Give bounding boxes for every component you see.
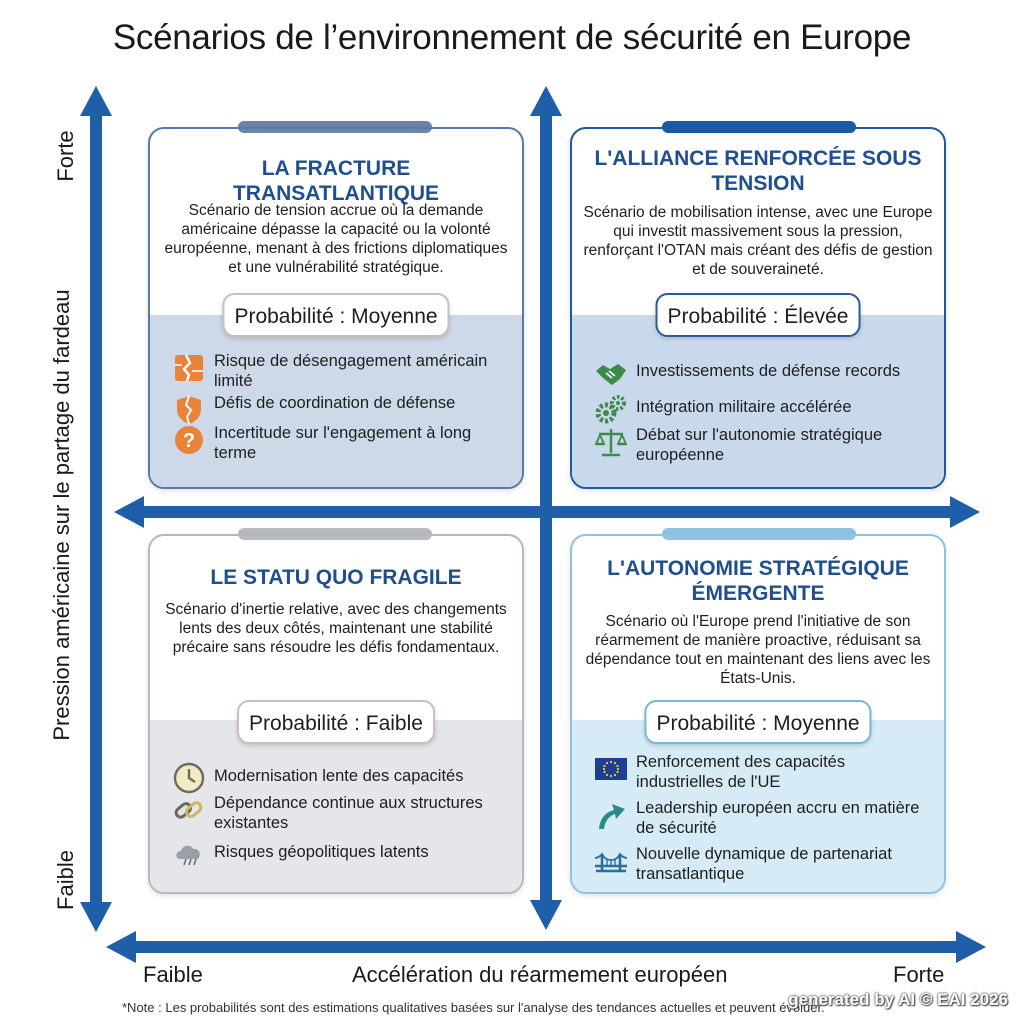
handshake-icon: [594, 357, 628, 391]
footnote: *Note : Les probabilités sont des estimations qualitatives basées sur l'analyse des tendances actuelles et peuvent évoluer.: [122, 1000, 825, 1015]
x-axis-line: [128, 941, 960, 953]
tl-item-1-text: Risque de désengagement américain limité: [214, 352, 488, 390]
tr-card-description: Scénario de mobilisation intense, avec une Europe qui investit massivement sous la pression, renforçant l'OTAN mais créant des défis de gestion et de souveraineté.: [583, 204, 933, 278]
br-card-title: L'AUTONOMIE STRATÉGIQUE ÉMERGENTE: [607, 557, 909, 605]
broken-wall-icon: [172, 351, 206, 385]
x-axis-label: Accélération du réarmement européen: [352, 962, 728, 987]
eu-flag-icon: [594, 752, 628, 786]
br-item-1-text: Renforcement des capacités industrielles de l'UE: [636, 753, 846, 791]
y-axis-arrow-bottom: [80, 902, 112, 932]
y-axis-label: Pression américaine sur le partage du fardeau: [49, 289, 74, 741]
br-item-3-text: Nouvelle dynamique de partenariat transatlantique: [636, 845, 892, 883]
upward-arrow-icon: [594, 798, 628, 832]
bridge-icon: [594, 844, 628, 878]
svg-text:?: ?: [182, 430, 196, 452]
center-arrow-top: [530, 86, 562, 116]
br-probability-badge: Probabilité : Moyenne: [644, 700, 871, 744]
gears-icon: [594, 393, 628, 427]
center-horizontal-divider: [140, 506, 952, 518]
bl-probability-badge: Probabilité : Faible: [237, 700, 435, 744]
list-item: [594, 752, 930, 798]
tr-item-3-text: Débat sur l'autonomie stratégique européenne: [636, 426, 883, 464]
tr-item-1-text: Investissements de défense records: [636, 362, 901, 380]
y-axis-high-label: Forte: [53, 130, 78, 182]
list-item: [172, 837, 508, 871]
y-axis-arrow-top: [80, 86, 112, 116]
tl-item-2-text: Défis de coordination de défense: [214, 394, 456, 412]
clock-icon: [172, 761, 206, 795]
tl-item-3-text: Incertitude sur l'engagement à long terme: [214, 424, 472, 462]
card-autonomie-strategique: [570, 534, 946, 894]
card-fracture-transatlantique: [148, 127, 524, 489]
list-item: [594, 357, 930, 393]
center-arrow-bottom: [530, 900, 562, 930]
list-item: [594, 844, 930, 888]
bl-item-1-text: Modernisation lente des capacités: [214, 767, 464, 785]
tl-card-description: Scénario de tension accrue où la demande américaine dépasse la capacité ou la volonté européenne, menant à des frictions diplomatiques et une vulnérabilité stratégique.: [164, 202, 508, 276]
tr-item-list: [594, 357, 930, 467]
tr-card-title: L'ALLIANCE RENFORCÉE SOUS TENSION: [594, 147, 922, 195]
scales-icon: [594, 425, 628, 459]
list-item: [172, 761, 508, 793]
bl-item-3-text: Risques géopolitiques latents: [214, 843, 429, 861]
bl-card-description: Scénario d'inertie relative, avec des changements lents des deux côtés, maintenant une stabilité précaire sans résoudre les défis fondamentaux.: [165, 601, 507, 656]
bl-item-2-text: Dépendance continue aux structures existantes: [214, 794, 483, 832]
list-item: [172, 423, 508, 465]
storm-cloud-icon: [172, 837, 206, 871]
tl-probability-badge: Probabilité : Moyenne: [222, 293, 449, 337]
br-item-list: [594, 752, 930, 888]
tl-item-list: [172, 351, 508, 465]
question-icon: [172, 423, 206, 457]
list-item: [594, 393, 930, 425]
center-arrow-right: [950, 496, 980, 528]
list-item: [594, 425, 930, 467]
x-axis-arrow-right: [956, 931, 986, 963]
list-item: [594, 798, 930, 844]
list-item: [172, 351, 508, 393]
br-card-description: Scénario où l'Europe prend l'initiative de son réarmement de manière proactive, réduisant sa dépendance tout en maintenant des liens avec les États-Unis.: [585, 613, 931, 687]
tr-item-2-text: Intégration militaire accélérée: [636, 398, 852, 416]
bl-item-list: [172, 761, 508, 871]
y-axis-line: [90, 112, 102, 920]
bl-card-title: LE STATU QUO FRAGILE: [210, 566, 462, 589]
list-item: [172, 793, 508, 837]
list-item: [172, 393, 508, 423]
center-arrow-left: [114, 496, 144, 528]
br-item-2-text: Leadership européen accru en matière de sécurité: [636, 799, 920, 837]
tl-card-title: LA FRACTURE TRANSATLANTIQUE: [232, 157, 440, 205]
x-axis-high-label: Forte: [893, 962, 945, 987]
cracked-shield-icon: [172, 393, 206, 427]
y-axis-low-label: Faible: [53, 850, 78, 910]
card-alliance-renforcee: [570, 127, 946, 489]
page-title: Scénarios de l’environnement de sécurité en Europe: [112, 18, 912, 57]
chain-link-icon: [172, 793, 206, 827]
tr-probability-badge: Probabilité : Élevée: [656, 293, 861, 337]
card-statu-quo-fragile: [148, 534, 524, 894]
watermark: generated by AI © EAI 2026: [788, 990, 1008, 1009]
x-axis-low-label: Faible: [143, 962, 203, 987]
x-axis-arrow-left: [106, 931, 136, 963]
